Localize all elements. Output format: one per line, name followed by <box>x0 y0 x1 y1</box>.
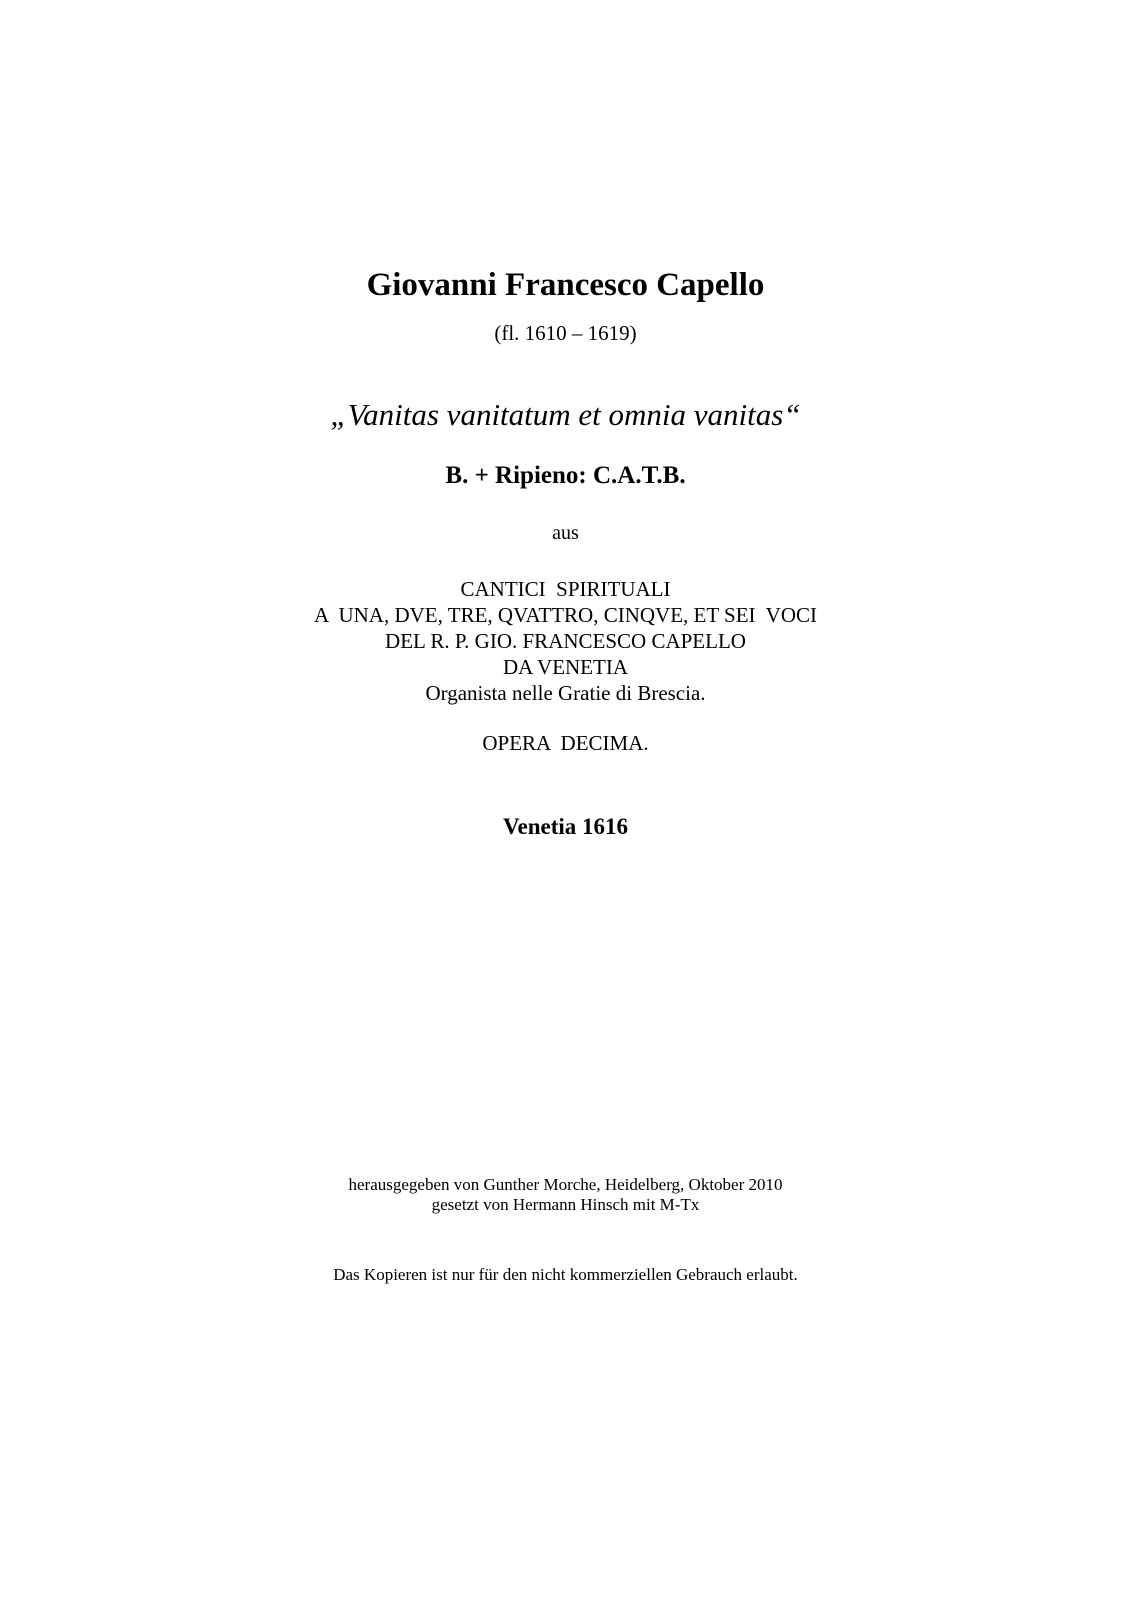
publication-place-year: Venetia 1616 <box>502 814 628 839</box>
copyright-note: Das Kopieren ist nur für den nicht kommerziellen Gebrauch erlaubt. <box>333 1265 798 1284</box>
source-line: Organista nelle Gratie di Brescia. <box>425 681 706 705</box>
edition-credits <box>0 1175 1131 1215</box>
work-title: „Vanitas vanitatum et omnia vanitas“ <box>330 397 801 432</box>
editor-line: herausgegeben von Gunther Morche, Heidelberg, Oktober 2010 <box>348 1175 783 1194</box>
from-label: aus <box>552 522 579 544</box>
typesetter-line: gesetzt von Hermann Hinsch mit M-Tx <box>431 1195 700 1214</box>
composer-name: Giovanni Francesco Capello <box>366 267 765 303</box>
source-line: CANTICI SPIRITUALI <box>460 577 671 601</box>
opus-number: OPERA DECIMA. <box>482 731 649 755</box>
composer-dates: (fl. 1610 – 1619) <box>494 321 637 345</box>
voice-scoring: B. + Ripieno: C.A.T.B. <box>445 462 686 489</box>
source-line: DEL R. P. GIO. FRANCESCO CAPELLO <box>385 629 746 653</box>
source-line: DA VENETIA <box>502 655 628 679</box>
source-publication <box>0 576 1131 706</box>
source-line: A UNA, DVE, TRE, QVATTRO, CINQVE, ET SEI VOCI <box>313 603 818 627</box>
